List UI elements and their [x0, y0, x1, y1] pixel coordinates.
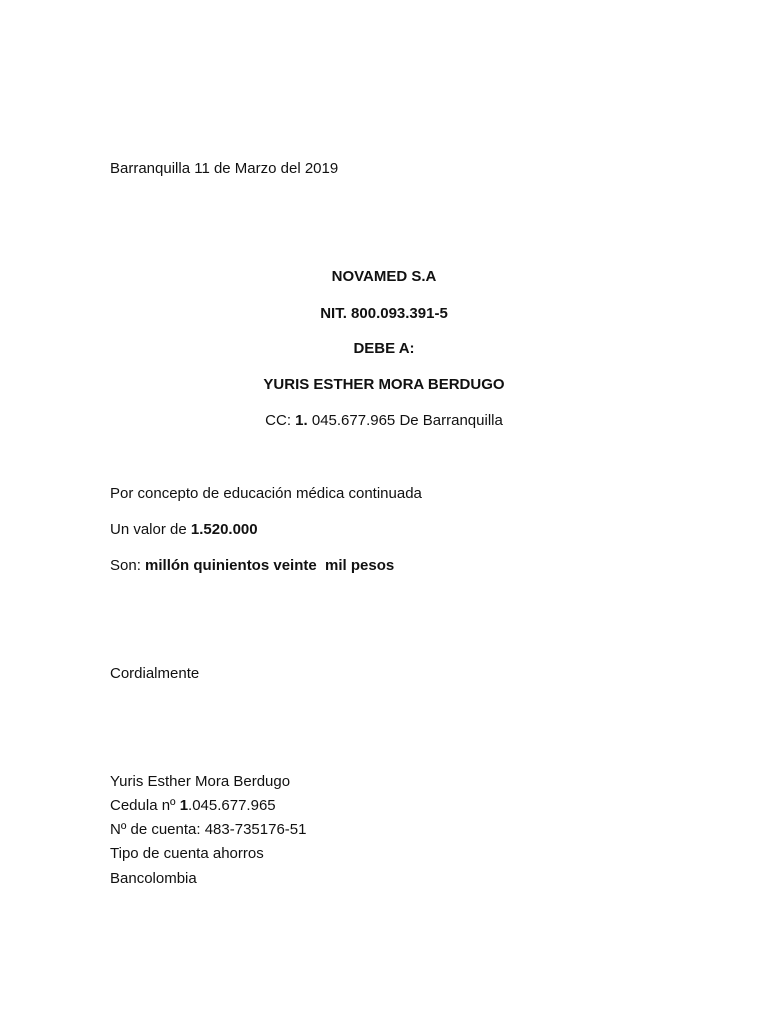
son-text: millón quinientos veinte mil pesos [145, 557, 395, 574]
value-amount: 1.520.000 [190, 521, 258, 538]
account-label: Nº de cuenta: [110, 821, 201, 838]
son-line [110, 557, 394, 575]
account-number: 483-735176-51 [204, 821, 307, 838]
company-nit: NIT. 800.093.391-5 [320, 305, 448, 322]
date-line: Barranquilla 11 de Marzo del 2019 [110, 160, 339, 177]
cc-label: CC: [265, 412, 291, 429]
signature-bank: Bancolombia [110, 870, 197, 887]
cc-number-bold: 1. [295, 412, 308, 429]
company-name: NOVAMED S.A [331, 268, 437, 285]
cedula-rest: .045.677.965 [188, 797, 276, 814]
owes-label: DEBE A: [353, 340, 415, 357]
cedula-label: Cedula nº [110, 797, 176, 814]
creditor-name: YURIS ESTHER MORA BERDUGO [263, 376, 505, 393]
creditor-cc [0, 412, 768, 430]
closing: Cordialmente [110, 665, 200, 682]
cedula-bold: 1 [179, 797, 189, 814]
cc-number-rest: 045.677.965 De Barranquilla [311, 412, 503, 429]
value-label: Un valor de [110, 521, 187, 538]
signature-account-type: Tipo de cuenta ahorros [110, 845, 264, 862]
signature-cedula [110, 797, 276, 815]
concept-line: Por concepto de educación médica continuada [110, 485, 422, 502]
signature-name: Yuris Esther Mora Berdugo [110, 773, 291, 790]
signature-account [110, 821, 306, 839]
son-label: Son: [110, 557, 141, 574]
value-line [110, 521, 258, 539]
